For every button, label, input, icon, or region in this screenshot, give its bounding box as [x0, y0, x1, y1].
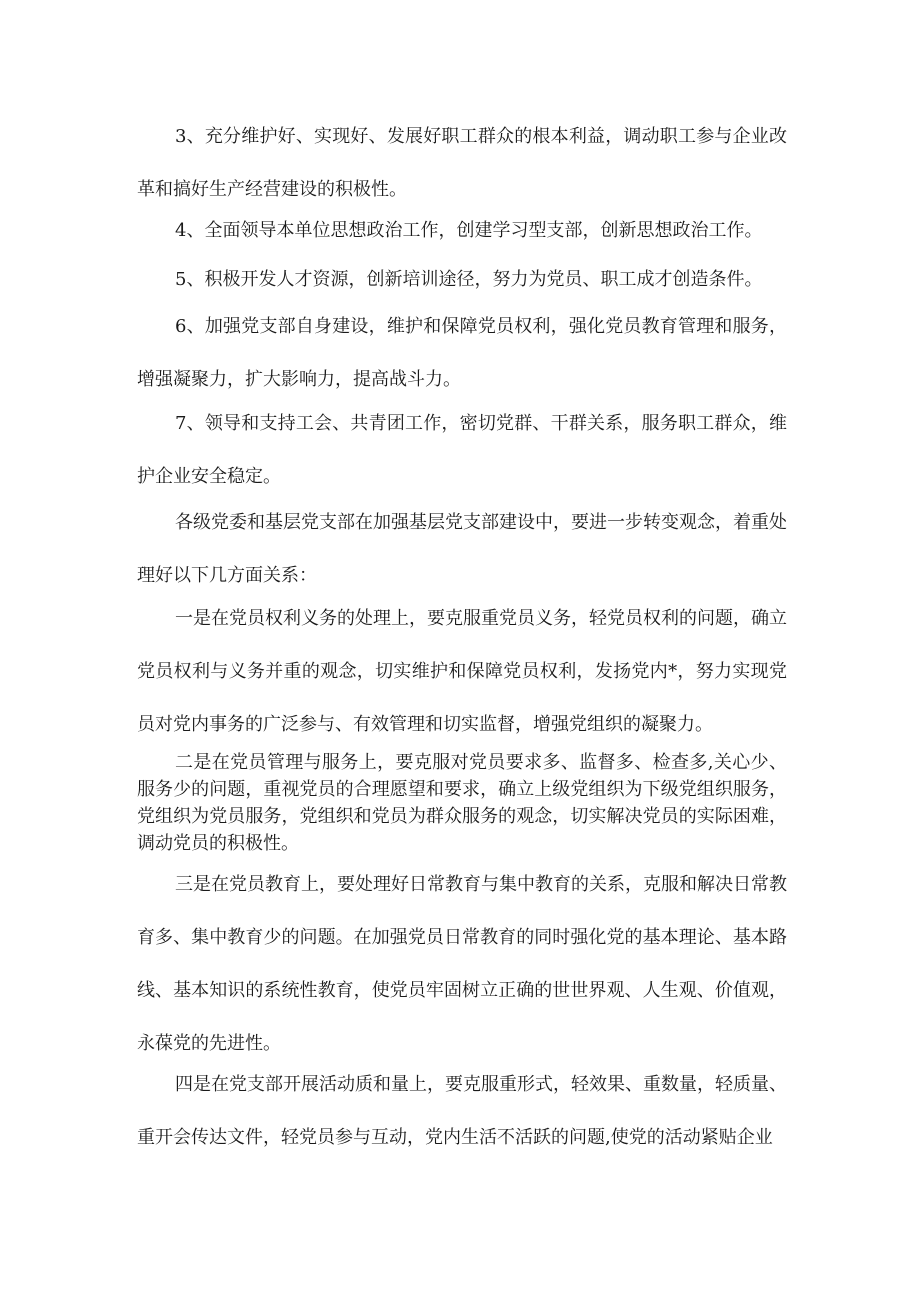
paragraph-item-3: 3、充分维护好、实现好、发展好职工群众的根本利益，调动职工参与企业改革和搞好生产经营建设的积极性。 [137, 126, 787, 200]
paragraph-item-7: 7、领导和支持工会、共青团工作，密切党群、干群关系，服务职工群众，维护企业安全稳定。 [137, 413, 787, 487]
paragraph-item-5: 5、积极开发人才资源，创新培训途径，努力为党员、职工成才创造条件。 [175, 269, 763, 290]
paragraph-point-three: 三是在党员教育上，要处理好日常教育与集中教育的关系，克服和解决日常教育多、集中教育少的问题。在加强党员日常教育的同时强化党的基本理论、基本路线、基本知识的系统性教育，使党员牢固树立正确的世世界观、人生观、价值观，永葆党的先进性。 [137, 874, 787, 1054]
paragraph-point-two: 二是在党员管理与服务上，要克服对党员要求多、监督多、检查多,关心少、服务少的问题，重视党员的合理愿望和要求，确立上级党组织为下级党组织服务，党组织为党员服务，党组织和党员为群众服务的观念，切实解决党员的实际困难，调动党员的积极性。 [137, 752, 787, 854]
paragraph-intro: 各级党委和基层党支部在加强基层党支部建设中，要进一步转变观念，着重处理好以下几方面关系： [137, 512, 787, 586]
paragraph-point-one: 一是在党员权利义务的处理上，要克服重党员义务，轻党员权利的问题，确立党员权利与义务并重的观念，切实维护和保障党员权利，发扬党内*，努力实现党员对党内事务的广泛参与、有效管理和切实监督，增强党组织的凝聚力。 [137, 608, 787, 735]
paragraph-item-4: 4、全面领导本单位思想政治工作，创建学习型支部，创新思想政治工作。 [175, 220, 763, 241]
paragraph-item-6: 6、加强党支部自身建设，维护和保障党员权利，强化党员教育管理和服务，增强凝聚力，扩大影响力，提高战斗力。 [137, 316, 787, 390]
paragraph-point-four: 四是在党支部开展活动质和量上，要克服重形式，轻效果、重数量，轻质量、重开会传达文件，轻党员参与互动，党内生活不活跃的问题,使党的活动紧贴企业 [137, 1074, 787, 1148]
